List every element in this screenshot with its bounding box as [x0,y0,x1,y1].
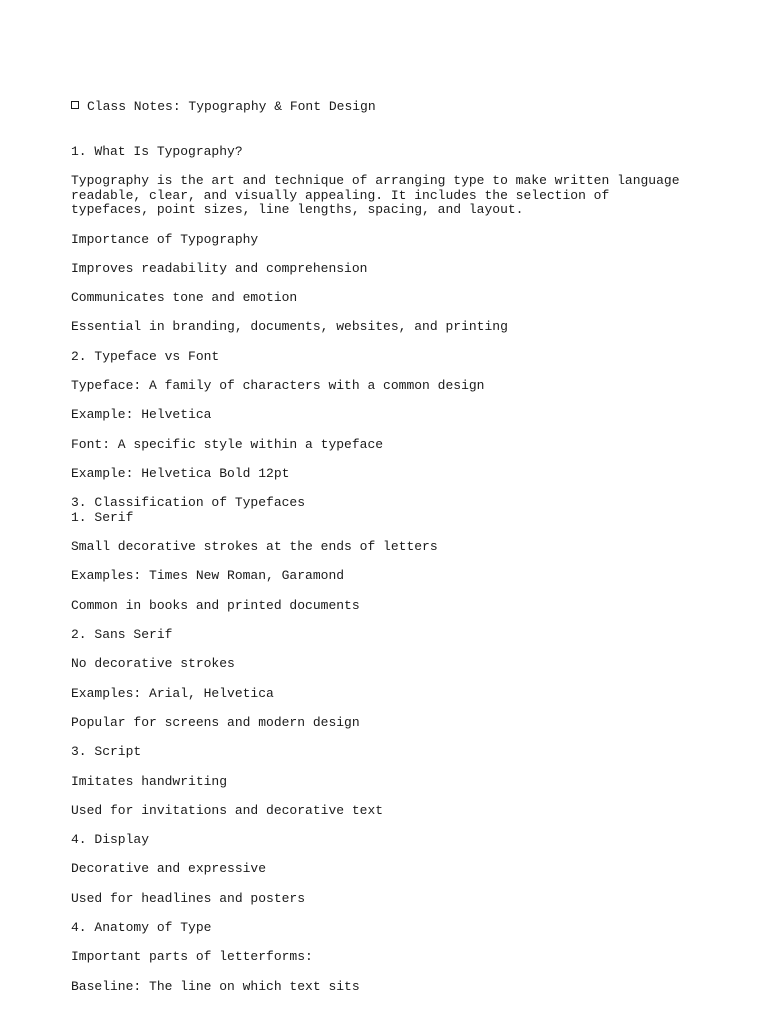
document-page [71,71,711,1009]
text-line: Examples: Times New Roman, Garamond [71,568,345,584]
note-icon [71,101,79,109]
text-line: Examples: Arial, Helvetica [71,685,274,701]
paragraph: Typography is the art and technique of arranging type to make written language readable, clear, and visually appealing. It includes the selection of typefaces, point sizes, line lengths, spacing, and layout. [71,172,688,218]
text-line: 2. Sans Serif [71,627,173,643]
text-line: 4. Anatomy of Type [71,920,212,936]
text-line: Font: A specific style within a typeface [71,436,384,452]
document-title-text: Class Notes: Typography & Font Design [87,99,376,115]
text-line: 1. What Is Typography? [71,143,243,159]
text-line: Small decorative strokes at the ends of letters [71,539,438,555]
document-body [71,145,711,995]
text-line: Imitates handwriting [71,773,228,789]
document-title [71,100,711,115]
text-line: Example: Helvetica [71,407,212,423]
text-line: Importance of Typography [71,231,259,247]
text-line: Communicates tone and emotion [71,290,298,306]
text-line: Improves readability and comprehension [71,260,368,276]
text-line: Popular for screens and modern design [71,714,360,730]
text-line: 4. Display [71,832,150,848]
text-line: 3. Classification of Typefaces [71,495,306,511]
text-line: Important parts of letterforms: [71,949,313,965]
text-line: 3. Script [71,744,142,760]
text-line: Example: Helvetica Bold 12pt [71,465,290,481]
text-line: Used for invitations and decorative text [71,802,384,818]
text-line: Common in books and printed documents [71,597,360,613]
text-line: Typeface: A family of characters with a common design [71,378,485,393]
text-line: No decorative strokes [71,656,235,672]
text-line: 1. Serif [71,509,134,525]
text-line: 2. Typeface vs Font [71,348,220,364]
text-line: Decorative and expressive [71,861,267,877]
text-line: Baseline: The line on which text sits [71,978,360,994]
text-line: Used for headlines and posters [71,890,306,906]
text-line: Essential in branding, documents, websites, and printing [71,319,508,335]
